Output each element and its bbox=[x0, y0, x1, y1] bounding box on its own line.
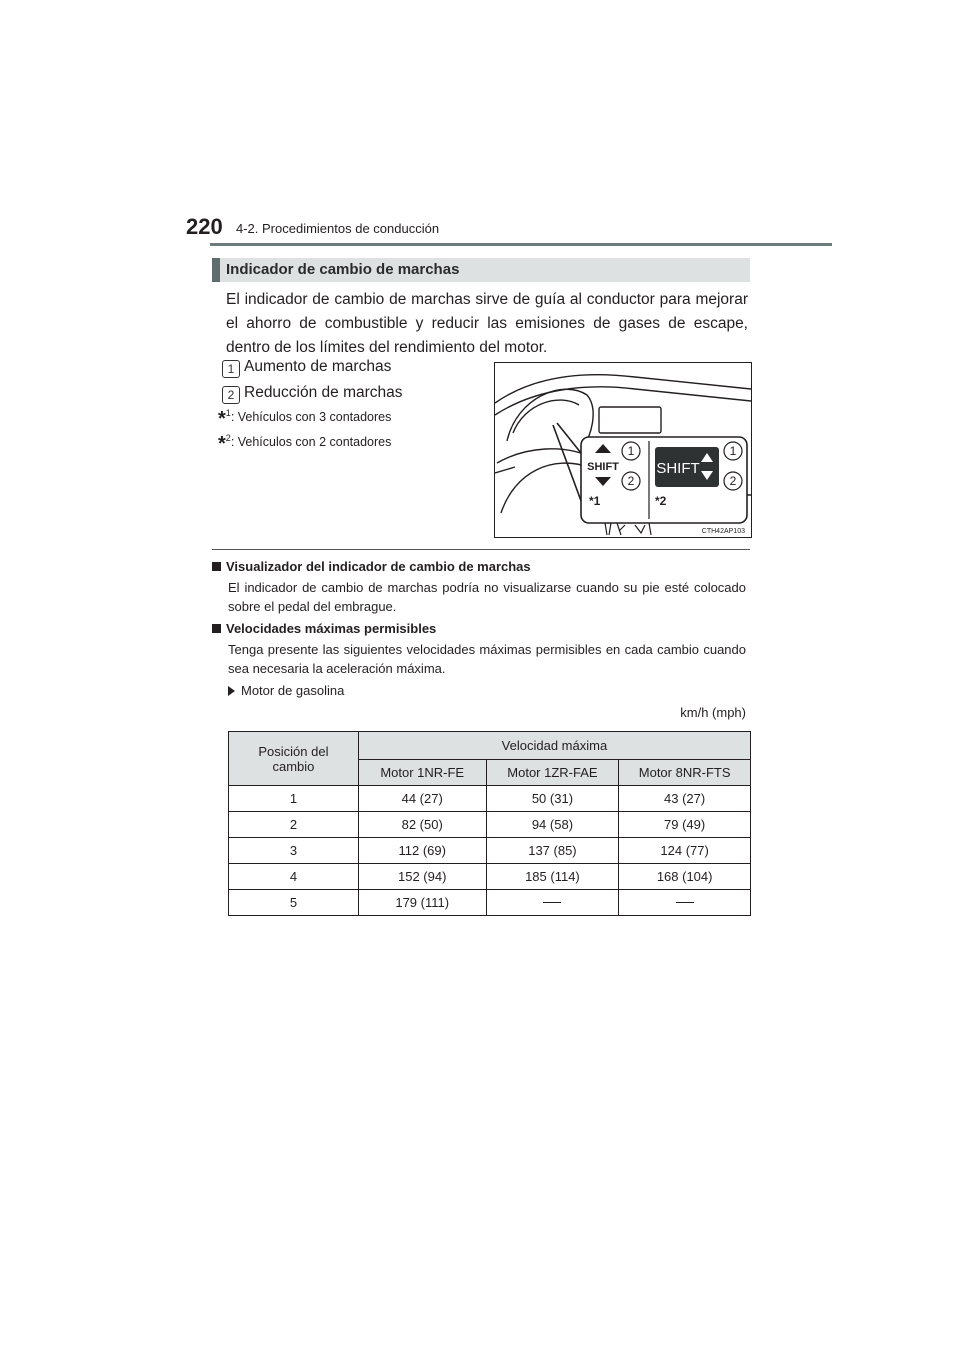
intro-paragraph: El indicador de cambio de marchas sirve de guía al conductor para mejorar el ahorro de combustible y reducir las emisiones de gases de escape, dentro de los límites del rendimiento del motor. bbox=[226, 291, 748, 356]
note-body-speeds: Tenga presente las siguientes velocidades máximas permisibles en cada cambio cuando sea necesaria la aceleración máxima. bbox=[228, 642, 746, 676]
table-cell: 82 (50) bbox=[358, 812, 486, 838]
bullet-square-icon bbox=[212, 624, 221, 633]
note-heading-speeds bbox=[212, 621, 436, 636]
section-divider bbox=[212, 549, 750, 550]
chapter-title: 4-2. Procedimientos de conducción bbox=[236, 221, 440, 236]
table-cell-gear: 5 bbox=[229, 890, 359, 916]
section-title: Indicador de cambio de marchas bbox=[226, 261, 460, 278]
footnote-sup: 1 bbox=[225, 408, 231, 418]
table-cell-gear: 2 bbox=[229, 812, 359, 838]
table-header-max-speed: Velocidad máxima bbox=[358, 732, 750, 760]
table-row bbox=[229, 890, 751, 916]
footnote-text: : Vehículos con 3 contadores bbox=[230, 410, 392, 425]
note-heading-text: Velocidades máximas permisibles bbox=[226, 621, 437, 636]
table-cell-gear: 4 bbox=[229, 864, 359, 890]
table-row bbox=[229, 786, 751, 812]
table-cell-gear: 3 bbox=[229, 838, 359, 864]
variant-mark-3-meter: *1 bbox=[589, 494, 601, 508]
table-cell: 152 (94) bbox=[358, 864, 486, 890]
table-cell-gear: 1 bbox=[229, 786, 359, 812]
section-heading bbox=[212, 258, 750, 282]
table-header-engine: Motor 1NR-FE bbox=[358, 760, 486, 786]
table-cell: 124 (77) bbox=[619, 838, 751, 864]
callout-number: 1 bbox=[627, 444, 635, 458]
table-row bbox=[229, 864, 751, 890]
footnote-1 bbox=[218, 408, 391, 431]
dash-mark bbox=[676, 902, 694, 903]
item-label-upshift: Aumento de marchas bbox=[244, 358, 392, 375]
item-number-badge: 1 bbox=[222, 360, 240, 378]
asterisk-mark: * bbox=[218, 408, 226, 431]
table-row bbox=[229, 812, 751, 838]
table-header-engine: Motor 1ZR-FAE bbox=[486, 760, 619, 786]
table-cell: 179 (111) bbox=[358, 890, 486, 916]
dashboard-drawing bbox=[495, 363, 751, 537]
table-row bbox=[229, 838, 751, 864]
shift-label-2-meter: SHIFT bbox=[656, 460, 700, 477]
footnote-2 bbox=[218, 433, 391, 456]
callout-number: 2 bbox=[729, 474, 737, 488]
max-speed-table bbox=[228, 731, 751, 916]
table-cell: 79 (49) bbox=[619, 812, 751, 838]
footnote-text: : Vehículos con 2 contadores bbox=[230, 435, 392, 450]
asterisk-mark: * bbox=[218, 433, 226, 456]
engine-type-label: Motor de gasolina bbox=[241, 683, 345, 698]
figure-code: CTH42AP103 bbox=[701, 528, 745, 535]
table-cell: 185 (114) bbox=[486, 864, 619, 890]
item-number-badge: 2 bbox=[222, 386, 240, 404]
table-cell: 43 (27) bbox=[619, 786, 751, 812]
callout-number: 2 bbox=[627, 474, 635, 488]
engine-type-item bbox=[228, 683, 344, 698]
shift-label-3-meter: SHIFT bbox=[587, 461, 619, 473]
note-body-display: El indicador de cambio de marchas podría no visualizarse cuando su pie esté colocado sobre el pedal del embrague. bbox=[228, 580, 746, 614]
table-cell-empty bbox=[619, 890, 751, 916]
table-cell: 94 (58) bbox=[486, 812, 619, 838]
header-divider bbox=[210, 243, 832, 246]
bullet-square-icon bbox=[212, 562, 221, 571]
dashboard-illustration bbox=[494, 362, 752, 538]
note-heading-display bbox=[212, 559, 531, 574]
table-header-position: Posición del cambio bbox=[229, 732, 359, 786]
table-cell: 137 (85) bbox=[486, 838, 619, 864]
page-number: 220 bbox=[186, 214, 223, 239]
triangle-bullet-icon bbox=[228, 686, 235, 696]
table-cell: 44 (27) bbox=[358, 786, 486, 812]
table-cell-empty bbox=[486, 890, 619, 916]
item-label-downshift: Reducción de marchas bbox=[244, 384, 403, 401]
section-heading-bar bbox=[212, 258, 220, 282]
footnote-sup: 2 bbox=[225, 433, 231, 443]
unit-label: km/h (mph) bbox=[680, 705, 746, 720]
table-header-engine: Motor 8NR-FTS bbox=[619, 760, 751, 786]
variant-mark-2-meter: *2 bbox=[655, 494, 667, 508]
callout-number: 1 bbox=[729, 444, 737, 458]
table-cell: 50 (31) bbox=[486, 786, 619, 812]
table-cell: 112 (69) bbox=[358, 838, 486, 864]
dash-mark bbox=[543, 902, 561, 903]
table-cell: 168 (104) bbox=[619, 864, 751, 890]
note-heading-text: Visualizador del indicador de cambio de marchas bbox=[226, 559, 531, 574]
